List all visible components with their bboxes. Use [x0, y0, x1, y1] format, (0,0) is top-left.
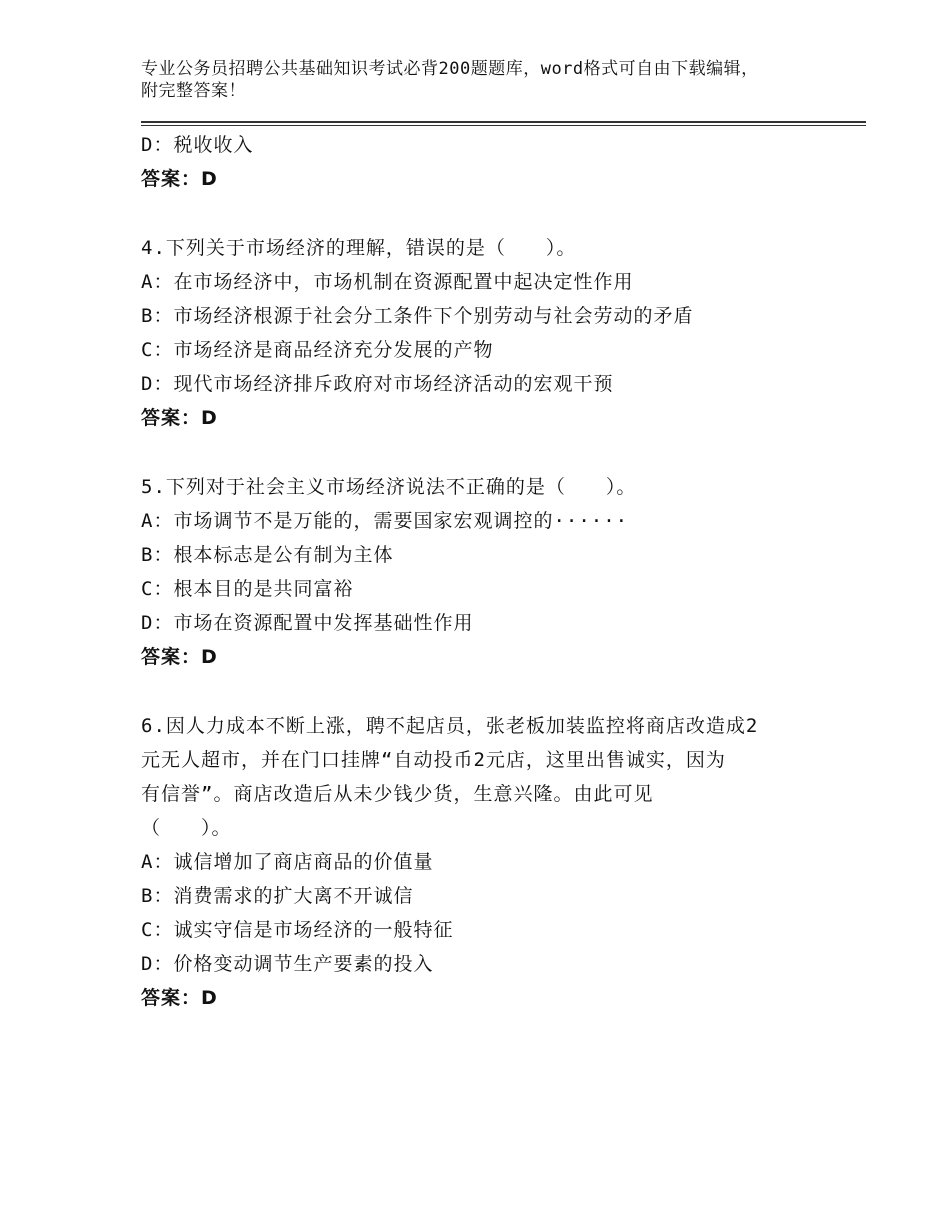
spacer	[141, 435, 866, 470]
option-b: B：消费需求的扩大离不开诚信	[141, 885, 414, 907]
option-a: A：市场调节不是万能的，需要国家宏观调控的······	[141, 510, 629, 532]
question-4	[141, 231, 866, 435]
option-b: B：市场经济根源于社会分工条件下个别劳动与社会劳动的矛盾	[141, 305, 694, 327]
question-stem	[141, 709, 831, 845]
question-stem-line-3: 有信誉”。商店改造后从未少钱少货，生意兴隆。由此可见	[141, 783, 654, 805]
question-stem-line-2: 元无人超市，并在门口挂牌“自动投币2元店，这里出售诚实，因为	[141, 749, 726, 771]
question-stem-line-1: 6.因人力成本不断上涨，聘不起店员，张老板加装监控将商店改造成2	[141, 715, 759, 737]
answer-label: 答案：D	[141, 168, 218, 190]
answer-label: 答案：D	[141, 407, 218, 429]
option-c: C：诚实守信是市场经济的一般特征	[141, 919, 454, 941]
question-stem-line-4: （ ）。	[141, 817, 232, 839]
option-b: B：根本标志是公有制为主体	[141, 544, 394, 566]
option-d: D：市场在资源配置中发挥基础性作用	[141, 612, 474, 634]
question-3-tail	[141, 128, 866, 196]
header-divider-thin	[141, 125, 866, 126]
option-d: D：价格变动调节生产要素的投入	[141, 953, 434, 975]
answer-label: 答案：D	[141, 987, 218, 1009]
question-5	[141, 470, 866, 674]
spacer	[141, 674, 866, 709]
question-stem: 5.下列对于社会主义市场经济说法不正确的是（ ）。	[141, 476, 637, 498]
header-note	[141, 58, 861, 102]
answer-label: 答案：D	[141, 646, 218, 668]
question-list	[141, 128, 866, 1015]
option-a: A：诚信增加了商店商品的价值量	[141, 851, 434, 873]
option-d: D：税收收入	[141, 134, 254, 156]
option-d: D：现代市场经济排斥政府对市场经济活动的宏观干预	[141, 373, 614, 395]
question-6	[141, 709, 866, 1015]
header-note-line-1: 专业公务员招聘公共基础知识考试必背200题题库，word格式可自由下载编辑，	[141, 59, 759, 79]
header-note-line-2: 附完整答案！	[141, 81, 246, 101]
option-c: C：市场经济是商品经济充分发展的产物	[141, 339, 494, 361]
question-stem: 4.下列关于市场经济的理解，错误的是（ ）。	[141, 237, 577, 259]
option-a: A：在市场经济中，市场机制在资源配置中起决定性作用	[141, 271, 634, 293]
option-c: C：根本目的是共同富裕	[141, 578, 354, 600]
spacer	[141, 196, 866, 231]
header-divider-thick	[141, 121, 866, 123]
